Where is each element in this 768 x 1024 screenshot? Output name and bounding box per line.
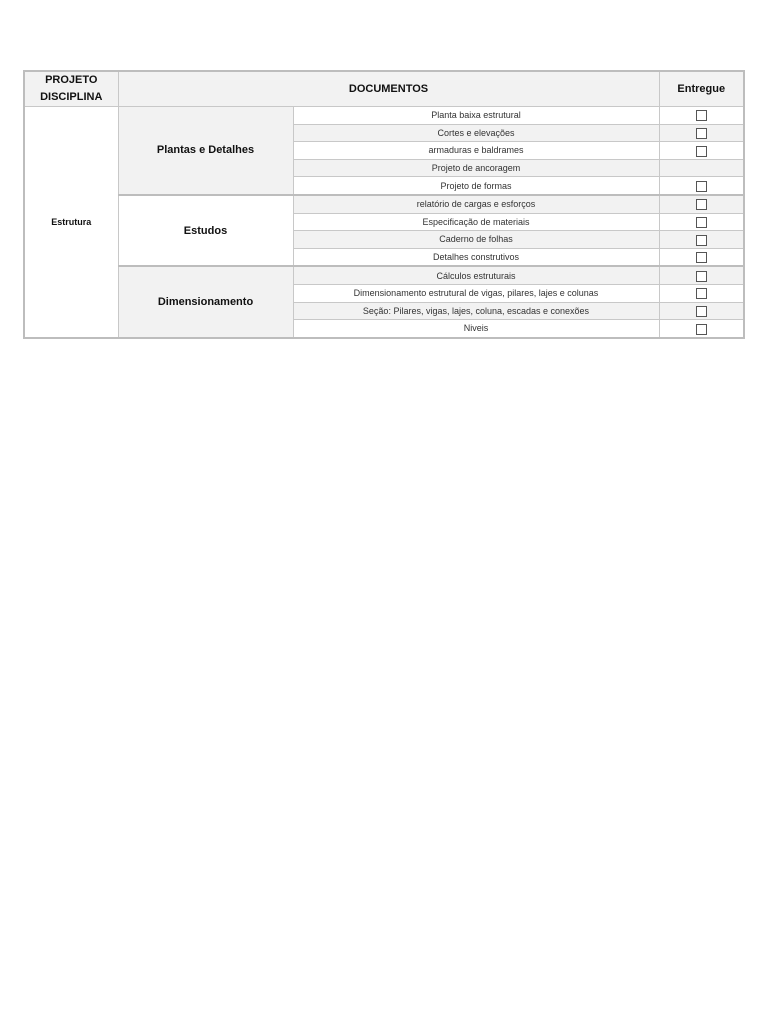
delivered-checkbox[interactable] <box>696 217 707 228</box>
document-label: Caderno de folhas <box>293 231 659 249</box>
document-label: armaduras e baldrames <box>293 142 659 160</box>
header-delivered: Entregue <box>659 71 744 107</box>
delivered-cell <box>659 124 744 142</box>
document-label: Cortes e elevações <box>293 124 659 142</box>
document-label: Planta baixa estrutural <box>293 107 659 125</box>
header-row <box>24 71 744 107</box>
group-cell: Dimensionamento <box>118 266 293 337</box>
delivered-checkbox[interactable] <box>696 288 707 299</box>
group-cell: Estudos <box>118 195 293 266</box>
delivered-checkbox[interactable] <box>696 271 707 282</box>
document-label: Cálculos estruturais <box>293 266 659 284</box>
delivered-cell <box>659 213 744 231</box>
delivered-cell <box>659 195 744 213</box>
document-label: Especificação de materiais <box>293 213 659 231</box>
delivered-checkbox[interactable] <box>696 181 707 192</box>
header-project-line1: PROJETO <box>45 74 98 86</box>
header-documents: DOCUMENTOS <box>118 71 659 107</box>
delivered-checkbox[interactable] <box>696 306 707 317</box>
discipline-cell: Estrutura <box>24 107 118 338</box>
delivered-checkbox[interactable] <box>696 128 707 139</box>
delivered-checkbox[interactable] <box>696 235 707 246</box>
delivered-cell <box>659 320 744 338</box>
delivered-cell <box>659 177 744 195</box>
table-body <box>24 107 744 338</box>
document-label: relatório de cargas e esforços <box>293 195 659 213</box>
group-cell: Plantas e Detalhes <box>118 107 293 195</box>
delivered-checkbox[interactable] <box>696 252 707 263</box>
delivered-checkbox[interactable] <box>696 146 707 157</box>
header-project-discipline <box>24 71 118 107</box>
delivered-cell <box>659 302 744 320</box>
header-project-line2: DISCIPLINA <box>40 91 103 103</box>
delivered-checkbox[interactable] <box>696 324 707 335</box>
document-label: Seção: Pilares, vigas, lajes, coluna, escadas e conexões <box>293 302 659 320</box>
delivered-cell <box>659 159 744 177</box>
delivered-cell <box>659 107 744 125</box>
document-label: Projeto de formas <box>293 177 659 195</box>
delivered-cell <box>659 248 744 266</box>
table-row <box>24 195 744 213</box>
delivered-cell <box>659 142 744 160</box>
document-label: Dimensionamento estrutural de vigas, pilares, lajes e colunas <box>293 284 659 302</box>
delivered-checkbox[interactable] <box>696 199 707 210</box>
document-label: Detalhes construtivos <box>293 248 659 266</box>
delivery-checklist-table <box>23 70 745 339</box>
table-row <box>24 107 744 125</box>
table-row <box>24 266 744 284</box>
document-label: Projeto de ancoragem <box>293 159 659 177</box>
document-label: Niveis <box>293 320 659 338</box>
delivered-cell <box>659 284 744 302</box>
delivered-cell <box>659 231 744 249</box>
delivered-checkbox[interactable] <box>696 110 707 121</box>
delivered-cell <box>659 266 744 284</box>
